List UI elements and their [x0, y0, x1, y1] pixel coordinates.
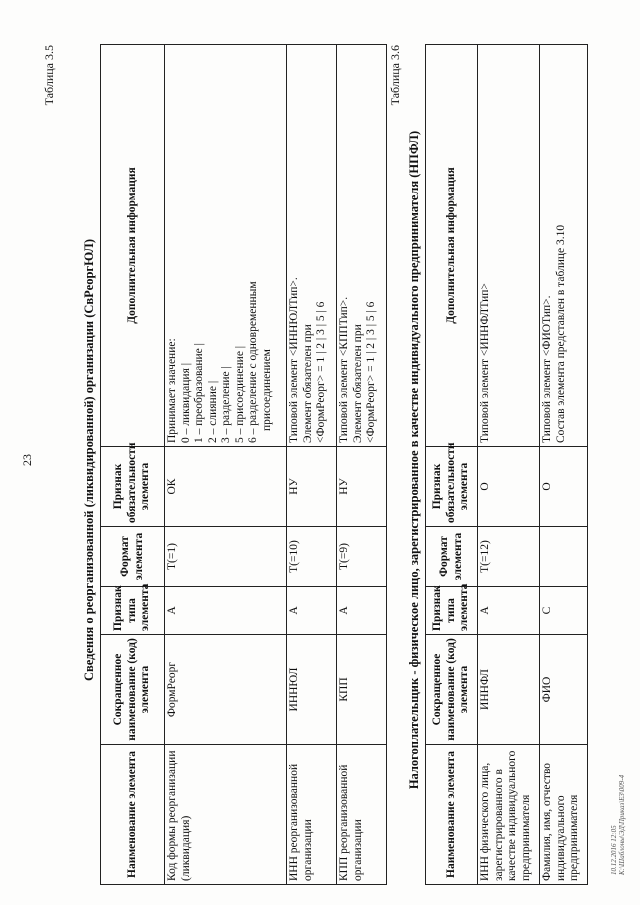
element-format: T(=9): [337, 527, 387, 587]
header-cell: Признак типа элемента: [101, 587, 165, 635]
element-code: ИННЮЛ: [287, 635, 337, 745]
page-number: 23: [20, 454, 34, 466]
table-row: [478, 45, 540, 885]
element-type: А: [287, 587, 337, 635]
header-cell: Дополнительная информация: [426, 45, 478, 447]
element-code: ФИО: [540, 635, 588, 745]
info-line: 2 – слияние |: [206, 380, 219, 443]
info-line: 3 – разделение |: [220, 366, 232, 443]
info-line: Типовой элемент <ФИОТип>.: [541, 295, 553, 443]
table-row: [165, 45, 287, 885]
element-info: [337, 45, 387, 447]
element-info: [540, 45, 588, 447]
table-3-6: [425, 44, 588, 885]
element-code: ИННФЛ: [478, 635, 540, 745]
header-cell: Признак типа элемента: [426, 587, 478, 635]
table-header-row: [426, 45, 478, 885]
element-type: А: [478, 587, 540, 635]
info-line: присоединением: [260, 349, 273, 431]
header-cell: Наименование элемента: [101, 745, 165, 885]
table-3-5: [100, 44, 387, 885]
info-line: <ФормРеорг> = 1 | 2 | 3 | 5 | 6: [365, 301, 377, 443]
element-format: [540, 527, 588, 587]
header-cell: Наименование элемента: [426, 745, 478, 885]
info-line: <ФормРеорг> = 1 | 2 | 3 | 5 | 6: [315, 301, 327, 443]
info-line: Принимает значение:: [166, 338, 178, 443]
element-info: [165, 45, 287, 447]
info-line: Типовой элемент <КППТип>.: [338, 296, 350, 443]
info-line: 0 – ликвидация |: [179, 362, 192, 443]
element-info: [478, 45, 540, 447]
element-required: НУ: [287, 447, 337, 527]
element-required: НУ: [337, 447, 387, 527]
element-code: ФормРеорг: [165, 635, 287, 745]
info-line: 5 – присоединение |: [233, 345, 246, 443]
element-type: А: [337, 587, 387, 635]
file-stamp: [610, 775, 626, 875]
element-type: А: [165, 587, 287, 635]
element-name: ИНН физического лица, зарегистрированного в качестве индивидуального предпринимателя: [478, 745, 540, 885]
table-3-5-number: Таблица 3.5: [42, 45, 56, 106]
stamp-line: К:\Шаблоны\ЭД\Приказ\ЕЗ\009-4: [618, 774, 626, 875]
info-line: Состав элемента представлен в таблице 3.10: [554, 224, 567, 443]
header-cell: Сокращенное наименование (код) элемента: [426, 635, 478, 745]
info-line: Типовой элемент <ИННЮЛТип>.: [288, 277, 300, 443]
table-3-6-number: Таблица 3.6: [388, 45, 402, 106]
header-cell: Формат элемента: [426, 527, 478, 587]
element-required: О: [540, 447, 588, 527]
element-required: ОК: [165, 447, 287, 527]
table-3-6-title: Налогоплательщик - физическое лицо, зарегистрированное в качестве индивидуального предпринимателя (НПФЛ): [407, 130, 421, 790]
info-line: Элемент обязателен при: [301, 324, 314, 443]
element-name: Фамилия, имя, отчество индивидуального предпринимателя: [540, 745, 588, 885]
info-line: 6 – разделение с одновременным: [247, 281, 259, 443]
element-info: [287, 45, 337, 447]
table-header-row: [101, 45, 165, 885]
element-code: КПП: [337, 635, 387, 745]
header-cell: Дополнительная информация: [101, 45, 165, 447]
table-row: [287, 45, 337, 885]
info-line: Типовой элемент <ИННФЛТип>: [479, 283, 491, 443]
header-cell: Формат элемента: [101, 527, 165, 587]
header-cell: Признак обязательности элемента: [426, 447, 478, 527]
table-3-5-title: Сведения о реорганизованной (ликвидированной) организации (СвРеоргЮЛ): [82, 239, 96, 681]
element-name: Код формы реорганизации (ликвидация): [165, 745, 287, 885]
element-format: T(=1): [165, 527, 287, 587]
info-line: Элемент обязателен при: [351, 324, 364, 443]
rotated-content: [20, 35, 626, 885]
element-format: T(=12): [478, 527, 540, 587]
stamp-line: 10.12.2016 12:05: [610, 825, 618, 875]
element-name: ИНН реорганизованной организации: [287, 745, 337, 885]
element-name: КПП реорганизованной организации: [337, 745, 387, 885]
element-format: T(=10): [287, 527, 337, 587]
element-type: С: [540, 587, 588, 635]
table-row: [337, 45, 387, 885]
header-cell: Признак обязательности элемента: [101, 447, 165, 527]
table-row: [540, 45, 588, 885]
info-line: 1 – преобразование |: [193, 343, 205, 443]
element-required: О: [478, 447, 540, 527]
header-cell: Сокращенное наименование (код) элемента: [101, 635, 165, 745]
